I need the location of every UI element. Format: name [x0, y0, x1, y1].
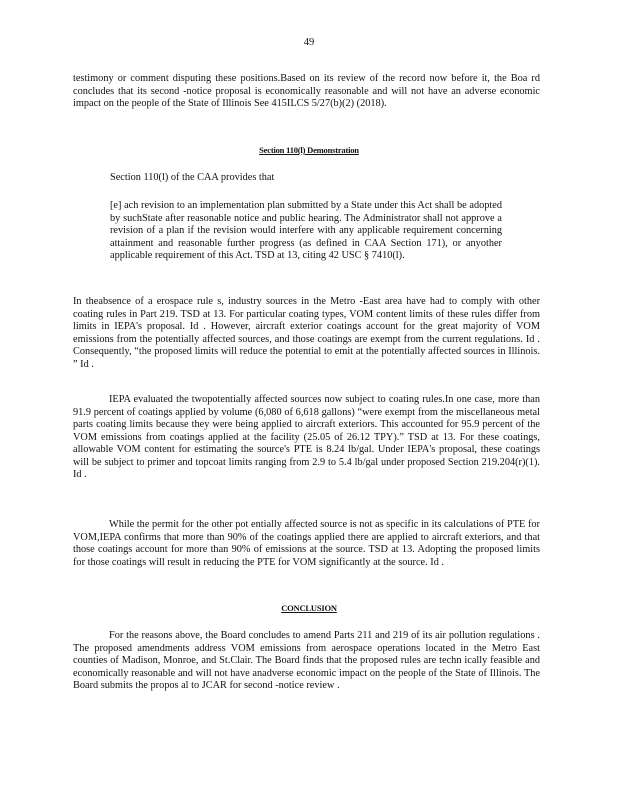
paragraph-iepa-evaluated: IEPA evaluated the twopotentially affected sources now subject to coating rules.In one case, more than 91.9 percent of coatings applied by volume (6,080 of 6,618 gallons) “were exempt from the miscellaneous metal parts coating limits because they were being applied to aircraft exteriors. This accounted for 95.9 percent of the VOM emissions from coatings applied at the facility (25.05 of 26.12 TPY).” TSD at 13. For these coatings, allowable VOM content for estimating the source's PTE is 8.24 lb/gal. Under IEPA's proposal, these coatings will be subject to primer and topcoat limits ranging from 2.9 to 5.4 lb/gal under proposed Section 219.204(r)(1). Id .: [73, 394, 540, 480]
paragraph-aerospace-rules: In theabsence of a erospace rule s, industry sources in the Metro -East area have had to comply with other coating rules in Part 219. TSD at 13. For particular coating types, VOM content limits of these rules differ from limits in IEPA's proposal. Id . However, aircraft exterior coatings account for the great majority of VOM emissions from the potentially affected sources, and those coatings are exempt from the current regulations. Id . Consequently, “the proposed limits will reduce the potential to emit at the potentially affected sources in Illinois. ” Id .: [73, 296, 540, 370]
paragraph-conclusion: For the reasons above, the Board concludes to amend Parts 211 and 219 of its air pollution regulations . The proposed amendments address VOM emissions from aerospace operations located in the Metro East counties of Madison, Monroe, and St.Clair. The Board finds that the proposed rules are techn ically feasible and economically reasonable and will not have anadverse economic impact on the people of the State of Illinois. The Board submits the propos al to JCAR for second -notice review .: [73, 630, 540, 691]
section-heading-text: Section 110(l) Demonstration: [259, 145, 359, 155]
page-number: 49: [303, 37, 315, 48]
paragraph-other-source: While the permit for the other pot entially affected source is not as specific in its calculations of PTE for VOM,IEPA confirms that more than 90% of the coatings applied there are applied to aircraft exteriors, and that those coatings account for more than 90% of emissions at the source. TSD at 13. Adopting the proposed limits for those coatings will result in reducing the PTE for VOM significantly at the source. Id .: [73, 519, 540, 568]
section-heading-110l: [0, 145, 618, 155]
conclusion-heading: [0, 603, 618, 613]
conclusion-heading-text: CONCLUSION: [281, 603, 337, 613]
paragraph-testimony: testimony or comment disputing these positions.Based on its review of the record now before it, the Boa rd concludes that its second -notice proposal is economically reasonable and will not have an adverse economic impact on the people of the State of Illinois See 415ILCS 5/27(b)(2) (2018).: [73, 73, 540, 109]
block-quote-caa: [e] ach revision to an implementation plan submitted by a State under this Act shall be adopted by suchState after reasonable notice and public hearing. The Administrator shall not approve a revision of a plan if the revision would interfere with any applicable requirement concerning attainment and reasonable further progress (as defined in CAA Section 171), or anyother applicable requirement of this Act. TSD at 13, citing 42 USC § 7410(l).: [110, 200, 502, 261]
paragraph-section-110l-intro: Section 110(l) of the CAA provides that: [110, 172, 275, 183]
